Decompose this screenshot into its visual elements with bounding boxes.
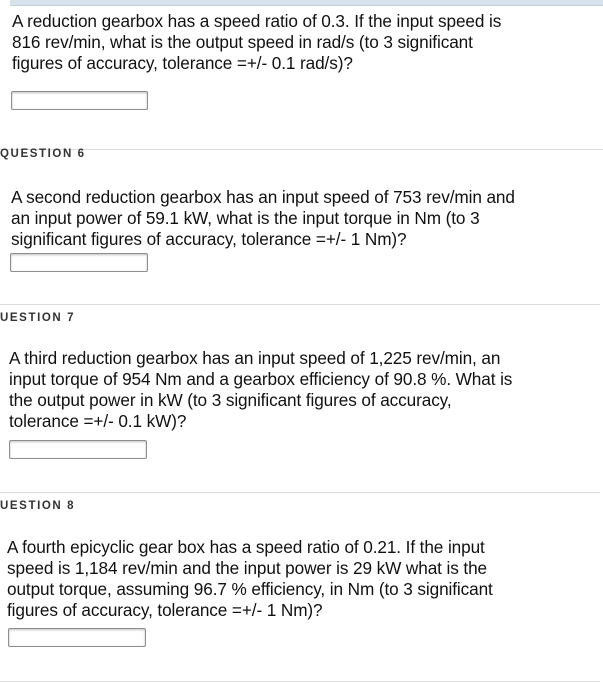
divider-q6 — [0, 149, 603, 150]
question-8-header: UESTION 8 — [0, 500, 76, 512]
question-6-answer-input[interactable] — [10, 253, 148, 272]
top-scroll-edge — [10, 0, 603, 6]
question-7-text: A third reduction gearbox has an input speed of 1,225 rev/min, an input torque of 954 Nm and a gearbox efficiency of 90.8 %. What is the output power in kW (to 3 significant figures of accuracy, tolerance =+/- 0.1 kW)? — [9, 348, 513, 431]
divider-q8 — [0, 492, 600, 493]
divider-q7 — [0, 304, 600, 305]
question-8-answer-input[interactable] — [8, 628, 146, 647]
question-6-header: QUESTION 6 — [0, 148, 86, 160]
question-7-answer-input[interactable] — [9, 440, 147, 459]
question-5-text: A reduction gearbox has a speed ratio of 0.3. If the input speed is 816 rev/min, what is the output speed in rad/s (to 3 significant figures of accuracy, tolerance =+/- 0.1 rad/s)? — [12, 11, 502, 73]
question-6-text: A second reduction gearbox has an input speed of 753 rev/min and an input power of 59.1 kW, what is the input torque in Nm (to 3 significant figures of accuracy, tolerance =+/- 1 Nm)? — [11, 187, 515, 249]
question-8-text: A fourth epicyclic gear box has a speed ratio of 0.21. If the input speed is 1,184 rev/min and the input power is 29 kW what is the output torque, assuming 96.7 % efficiency, in Nm (to 3 significant figures of accuracy, tolerance =+/- 1 Nm)? — [7, 537, 493, 620]
question-7-header: UESTION 7 — [0, 312, 76, 324]
question-5-answer-input[interactable] — [11, 91, 148, 110]
